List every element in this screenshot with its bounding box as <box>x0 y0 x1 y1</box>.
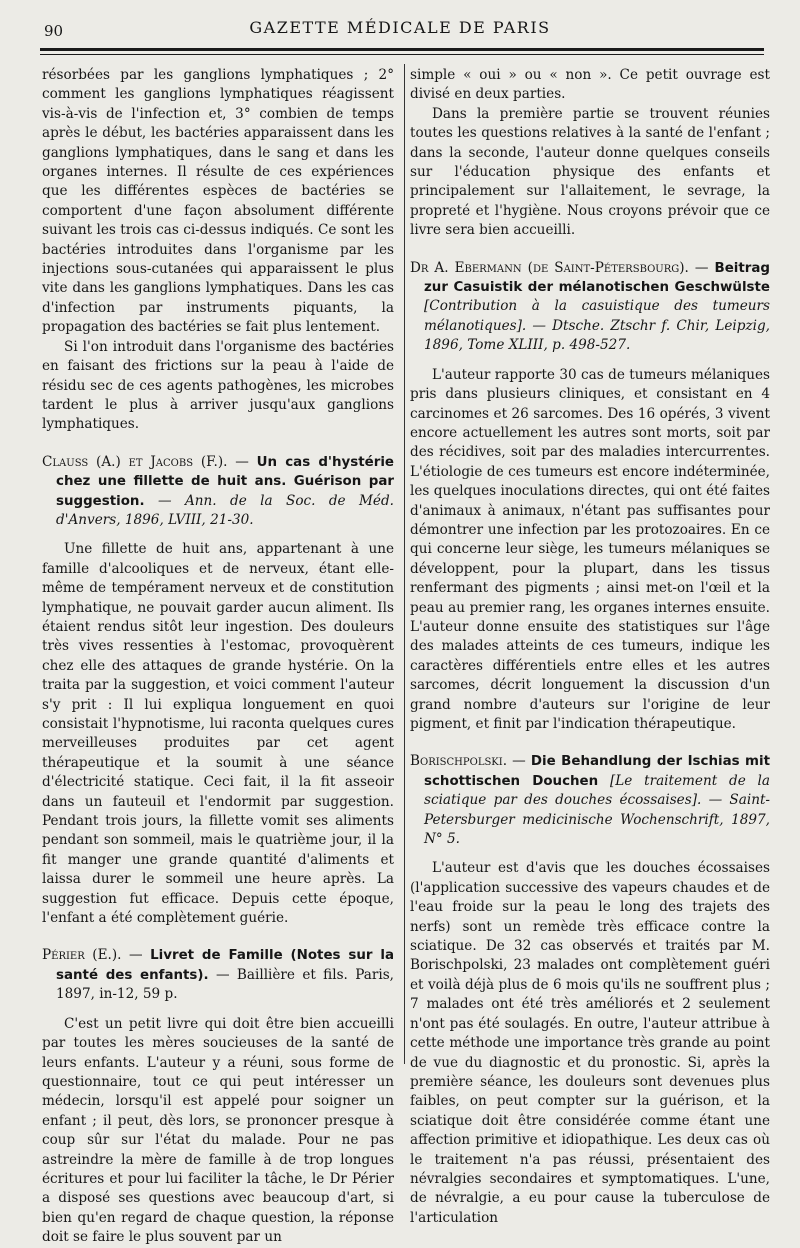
entry-title: Un cas d'hystérie chez une fillette de huit ans. Guérison par suggestion. <box>56 454 394 509</box>
entry-perier-heading <box>42 946 394 1004</box>
entry-clauss-body: Une fillette de huit ans, appartenant à une famille d'alcooliques et de nerveux, étant elle-même de tempérament nerveux et de constitution lymphatique, ne pouvait garder aucun aliment. Ils étaient rendus sitôt leur ingestion. Des douleurs très vives ressenties à l'estomac, provoquèrent chez elle des attaques de grande hystérie. On la traita par la suggestion, et voici comment l'auteur s'y prit : Il lui expliqua longuement en quoi consistait l'hypnotisme, lui raconta quelques cures merveilleuses produites par cet agent thérapeutique et la soumit à une séance d'électricité statique. Ceci fait, il la fit asseoir dans un fauteuil et l'endormit par suggestion. Pendant trois jours, la fillette vomit ses aliments pendant son sommeil, mais le quatrième jour, il la fit manger une grande quantité d'aliments et laissa durer le sommeil une heure après. La suggestion fut efficace. Depuis cette époque, l'enfant a été complètement guérie. <box>42 541 394 927</box>
right-column <box>410 66 770 1228</box>
entry-perier-body: C'est un petit livre qui doit être bien accueilli par toutes les mères soucieuses de la santé de leurs enfants. L'auteur y a réuni, sous forme de questionnaire, tout ce qui peut intéresser un médecin, lorsqu'il est appelé pour soigner un enfant ; il peut, dès lors, se prononcer presque à coup sûr sur l'état du malade. Pour ne pas astreindre la mère de famille à de trop longues écritures et pour lui faciliter la tâche, le Dr Périer a disposé ses questions avec beaucoup d'art, si bien qu'en regard de chaque question, la réponse doit se faire le plus souvent par un <box>42 1015 394 1246</box>
entry-ebermann-heading <box>410 259 770 356</box>
running-title: GAZETTE MÉDICALE DE PARIS <box>249 18 551 37</box>
entry-author: Borischpolski. — <box>410 753 526 770</box>
left-column <box>42 66 394 1248</box>
header-rule-thin <box>40 54 764 55</box>
right-paragraph-1: simple « oui » ou « non ». Ce petit ouvrage est divisé en deux parties. <box>410 67 770 103</box>
right-paragraph-2: Dans la première partie se trouvent réunies toutes les questions relatives à la santé de l'enfant ; dans la seconde, l'auteur donne quelques conseils sur l'éducation physique des enfants et principalement sur l'allaitement, le sevrage, la propreté et l'hygiène. Nous croyons prévoir que ce livre sera bien accueilli. <box>410 105 770 239</box>
left-paragraph-2: Si l'on introduit dans l'organisme des bactéries en faisant des frictions sur la peau à l'aide de résidu sec de ces agents pathogènes, les microbes tardent le plus à arriver jusqu'aux ganglions lymphatiques. <box>42 338 394 433</box>
column-divider <box>404 64 405 1064</box>
entry-title: Beitrag zur Casuistik der mélanotischen Geschwülste <box>424 260 770 296</box>
entry-clauss-heading <box>42 453 394 531</box>
entry-author: Dr A. Ebermann (de Saint-Pétersbourg). — <box>410 259 709 276</box>
entry-ebermann-body: L'auteur rapporte 30 cas de tumeurs mélaniques pris dans plusieurs cliniques, et consistant en 4 carcinomes et 26 sarcomes. Des 16 opérés, 3 vivent encore actuellement les autres sont morts, soit par des récidives, soit par des maladies intercurrentes. L'étiologie de ces tumeurs est encore indéterminée, les quelques inoculations directes, qui ont été faites d'animaux à animaux, n'étant pas suffisantes pour démontrer une infection par les protozoaires. En ce qui concerne leur siège, les tumeurs mélaniques se développent, pour la plupart, dans les tissus renfermant des pigments ; ainsi met-on l'œil et la peau au premier rang, les organes internes ensuite. L'auteur donne ensuite des statistiques sur l'âge des malades atteints de ces tumeurs, indique les caractères différentiels entre elles et les autres sarcomes, décrit longuement la discussion d'un grand nombre d'auteurs sur l'origine de leur pigment, et finit par l'indication thérapeutique. <box>410 366 770 732</box>
entry-reference: — Ann. de la Soc. de Méd. d'Anvers, 1896, LVIII, 21-30. <box>56 492 394 528</box>
entry-borischpolski-body: L'auteur est d'avis que les douches écossaises (l'application successive des vapeurs chaudes et de l'eau froide sur la peau le long des trajets des nerfs) sont un remède très efficace contre la sciatique. De 32 cas observés et traités par M. Borischpolski, 23 malades ont complètement guéri et voilà déjà plus de 6 mois qu'ils ne souffrent plus ; 7 malades ont été très améliorés et 2 seulement n'ont pas été soulagés. En outre, l'auteur attribue à cette méthode une importance très grande au point de vue du diagnostic et du pronostic. Si, après la première séance, les douleurs sont devenues plus faibles, on peut compter sur la guérison, et la sciatique doit être considérée comme étant une affection primitive et idiopathique. Les deux cas où le traitement n'a pas réussi, présentaient des névralgies secondaires et symptomatiques. L'une, de névralgie, a eu pour cause la tuberculose de l'articulation <box>410 860 770 1226</box>
entry-reference: — Baillière et fils. Paris, 1897, in-12, 59 p. <box>56 966 395 1003</box>
entry-author: Périer (E.). — <box>42 947 143 964</box>
entry-reference: [Contribution à la casuistique des tumeurs mélanotiques]. — Dtsche. Ztschr f. Chir, Leipzig, 1896, Tome XLIII, p. 498-527. <box>424 298 770 354</box>
header-rule-thick <box>40 48 764 51</box>
page-number: 90 <box>44 22 64 40</box>
entry-title: Die Behandlung der Ischias mit schottischen Douchen <box>424 754 771 789</box>
entry-title: Livret de Famille (Notes sur la santé des enfants). <box>56 948 394 983</box>
entry-author: Clauss (A.) et Jacobs (F.). — <box>42 453 249 470</box>
left-paragraph-1: résorbées par les ganglions lymphatiques ; 2° comment les ganglions lymphatiques réagissent vis-à-vis de l'infection et, 3° combien de temps après le début, les bactéries apparaissent dans les ganglions lymphatiques, dans le sang et dans les organes internes. Il résulte de ces expériences que les différentes espèces de bactéries se comportent d'une façon absolument différente suivant les trois cas ci-dessus indiqués. Ce sont les bactéries introduites dans l'organisme par les injections sous-cutanées qui apparaissent le plus vite dans les ganglions lymphatiques. Dans les cas d'infection par instruments piquants, la propagation des bactéries se fait plus lentement. <box>42 67 394 336</box>
entry-reference: [Le traitement de la sciatique par des douches écossaises]. — Saint-Petersburger medicinische Wochenschrift, 1897, N° 5. <box>424 772 770 848</box>
entry-borischpolski-heading <box>410 752 770 849</box>
